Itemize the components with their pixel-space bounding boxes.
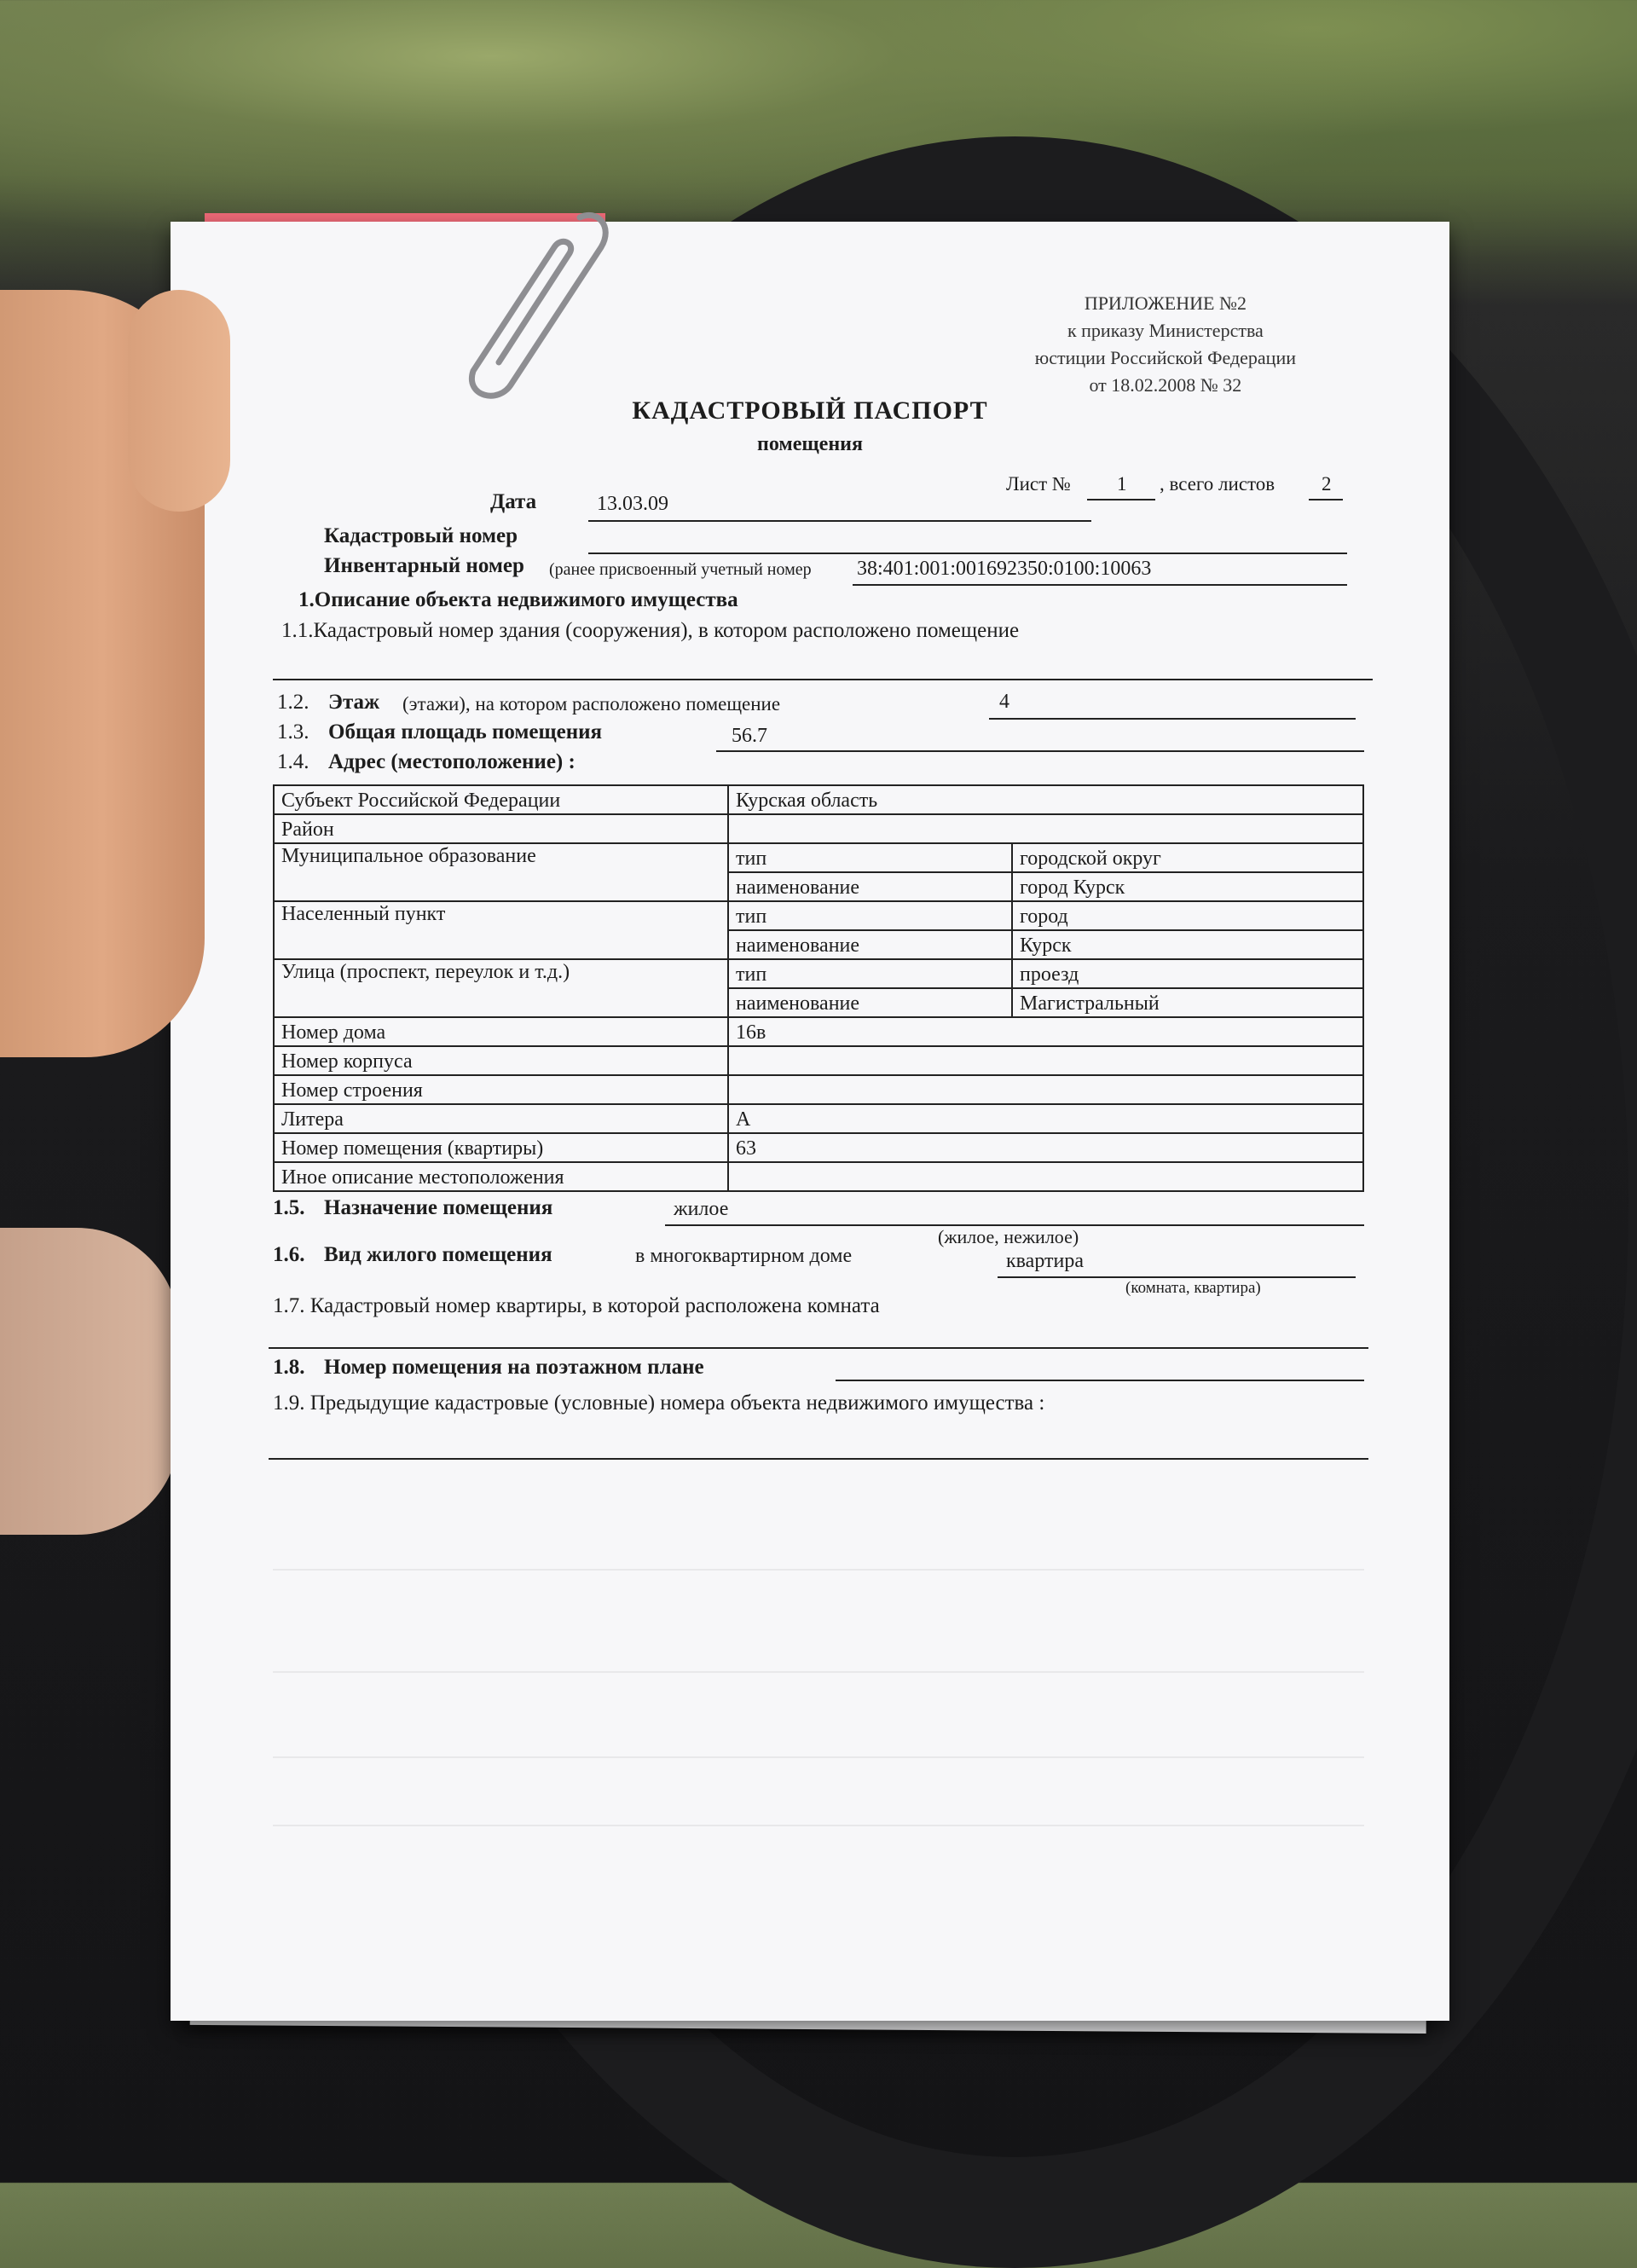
table-row bbox=[274, 1046, 1363, 1075]
table-row bbox=[274, 843, 1363, 872]
table-row bbox=[274, 901, 1363, 930]
street-name-label: наименование bbox=[728, 988, 1012, 1017]
header-line-3: юстиции Российской Федерации bbox=[1034, 347, 1296, 368]
date-label: Дата bbox=[490, 490, 537, 513]
address-label: Адрес (местоположение) : bbox=[328, 750, 576, 773]
header-line-1: ПРИЛОЖЕНИЕ №2 bbox=[1084, 292, 1247, 314]
street-label: Улица (проспект, переулок и т.д.) bbox=[274, 959, 728, 1017]
item-1-7: 1.7. Кадастровый номер квартиры, в которой расположена комната bbox=[273, 1294, 880, 1317]
floor-plan-number-label: Номер помещения на поэтажном плане bbox=[324, 1356, 704, 1379]
settlement-label: Населенный пункт bbox=[274, 901, 728, 959]
living-type-label: Вид жилого помещения bbox=[324, 1243, 552, 1266]
street-type-value: проезд bbox=[1012, 959, 1363, 988]
subject-label: Субъект Российской Федерации bbox=[274, 785, 728, 814]
item-1-9: 1.9. Предыдущие кадастровые (условные) номера объекта недвижимого имущества : bbox=[273, 1391, 1045, 1415]
floor-value: 4 bbox=[999, 691, 1009, 713]
inventory-note: (ранее присвоенный учетный номер bbox=[549, 560, 812, 579]
cadastral-number-label: Кадастровый номер bbox=[324, 524, 518, 547]
document-title: КАДАСТРОВЫЙ ПАСПОРТ bbox=[632, 396, 988, 425]
other-location-value bbox=[728, 1162, 1363, 1191]
house-value: 16в bbox=[728, 1017, 1363, 1046]
sheet-number: 1 bbox=[1117, 473, 1127, 495]
purpose-value: жилое bbox=[674, 1198, 729, 1220]
settlement-type-label: тип bbox=[728, 901, 1012, 930]
section-1-title: 1.Описание объекта недвижимого имущества bbox=[298, 588, 738, 611]
item-1-4-num: 1.4. bbox=[277, 750, 309, 773]
inventory-number-label: Инвентарный номер bbox=[324, 554, 524, 577]
litera-label: Литера bbox=[274, 1104, 728, 1133]
item-1-5-num: 1.5. bbox=[273, 1196, 305, 1219]
table-row bbox=[274, 1162, 1363, 1191]
header-line-4: от 18.02.2008 № 32 bbox=[1089, 374, 1242, 396]
item-1-8-num: 1.8. bbox=[273, 1356, 305, 1379]
table-row bbox=[274, 1017, 1363, 1046]
municipal-type-label: тип bbox=[728, 843, 1012, 872]
municipal-name-label: наименование bbox=[728, 872, 1012, 901]
total-area-value: 56.7 bbox=[732, 725, 767, 747]
sheet-total: 2 bbox=[1322, 473, 1332, 495]
document-page bbox=[171, 222, 1449, 2021]
house-label: Номер дома bbox=[274, 1017, 728, 1046]
item-1-3-num: 1.3. bbox=[277, 720, 309, 743]
item-1-1: 1.1.Кадастровый номер здания (сооружения), в котором расположено помещение bbox=[281, 619, 1020, 642]
sheet-total-label: , всего листов bbox=[1160, 473, 1275, 495]
table-row bbox=[274, 785, 1363, 814]
header-line-2: к приказу Министерства bbox=[1067, 320, 1264, 341]
item-1-6-num: 1.6. bbox=[273, 1243, 305, 1266]
litera-value: А bbox=[728, 1104, 1363, 1133]
street-type-label: тип bbox=[728, 959, 1012, 988]
table-row bbox=[274, 814, 1363, 843]
street-name-value: Магистральный bbox=[1012, 988, 1363, 1017]
total-area-label: Общая площадь помещения bbox=[328, 720, 603, 743]
item-1-2-num: 1.2. bbox=[277, 691, 309, 714]
settlement-type-value: город bbox=[1012, 901, 1363, 930]
table-row bbox=[274, 1104, 1363, 1133]
flat-value: 63 bbox=[728, 1133, 1363, 1162]
structure-value bbox=[728, 1075, 1363, 1104]
municipal-name-value: город Курск bbox=[1012, 872, 1363, 901]
flat-label: Номер помещения (квартиры) bbox=[274, 1133, 728, 1162]
subject-value: Курская область bbox=[728, 785, 1363, 814]
purpose-label: Назначение помещения bbox=[324, 1196, 553, 1219]
item-1-2-rest: (этажи), на котором расположено помещение bbox=[402, 693, 781, 715]
purpose-hint: (жилое, нежилое) bbox=[938, 1226, 1079, 1247]
building-value bbox=[728, 1046, 1363, 1075]
item-1-2-bold: Этаж bbox=[328, 691, 380, 714]
paper-clip-icon bbox=[452, 200, 614, 405]
municipal-label: Муниципальное образование bbox=[274, 843, 728, 901]
district-label: Район bbox=[274, 814, 728, 843]
appendix-header bbox=[1035, 290, 1296, 399]
inventory-number-value: 38:401:001:001692350:0100:10063 bbox=[857, 558, 1152, 580]
document-subtitle: помещения bbox=[757, 433, 863, 455]
address-table bbox=[273, 784, 1364, 1192]
table-row bbox=[274, 1075, 1363, 1104]
settlement-name-value: Курск bbox=[1012, 930, 1363, 959]
knee bbox=[0, 1228, 179, 1535]
living-type-value: квартира bbox=[1006, 1250, 1084, 1272]
building-label: Номер корпуса bbox=[274, 1046, 728, 1075]
living-type-mid: в многоквартирном доме bbox=[635, 1245, 853, 1267]
municipal-type-value: городской округ bbox=[1012, 843, 1363, 872]
table-row bbox=[274, 959, 1363, 988]
settlement-name-label: наименование bbox=[728, 930, 1012, 959]
structure-label: Номер строения bbox=[274, 1075, 728, 1104]
other-location-label: Иное описание местоположения bbox=[274, 1162, 728, 1191]
thumb bbox=[128, 290, 230, 512]
district-value bbox=[728, 814, 1363, 843]
living-type-hint: (комната, квартира) bbox=[1125, 1279, 1261, 1297]
date-value: 13.03.09 bbox=[597, 493, 668, 515]
sheet-label: Лист № bbox=[1006, 473, 1071, 495]
table-row bbox=[274, 1133, 1363, 1162]
